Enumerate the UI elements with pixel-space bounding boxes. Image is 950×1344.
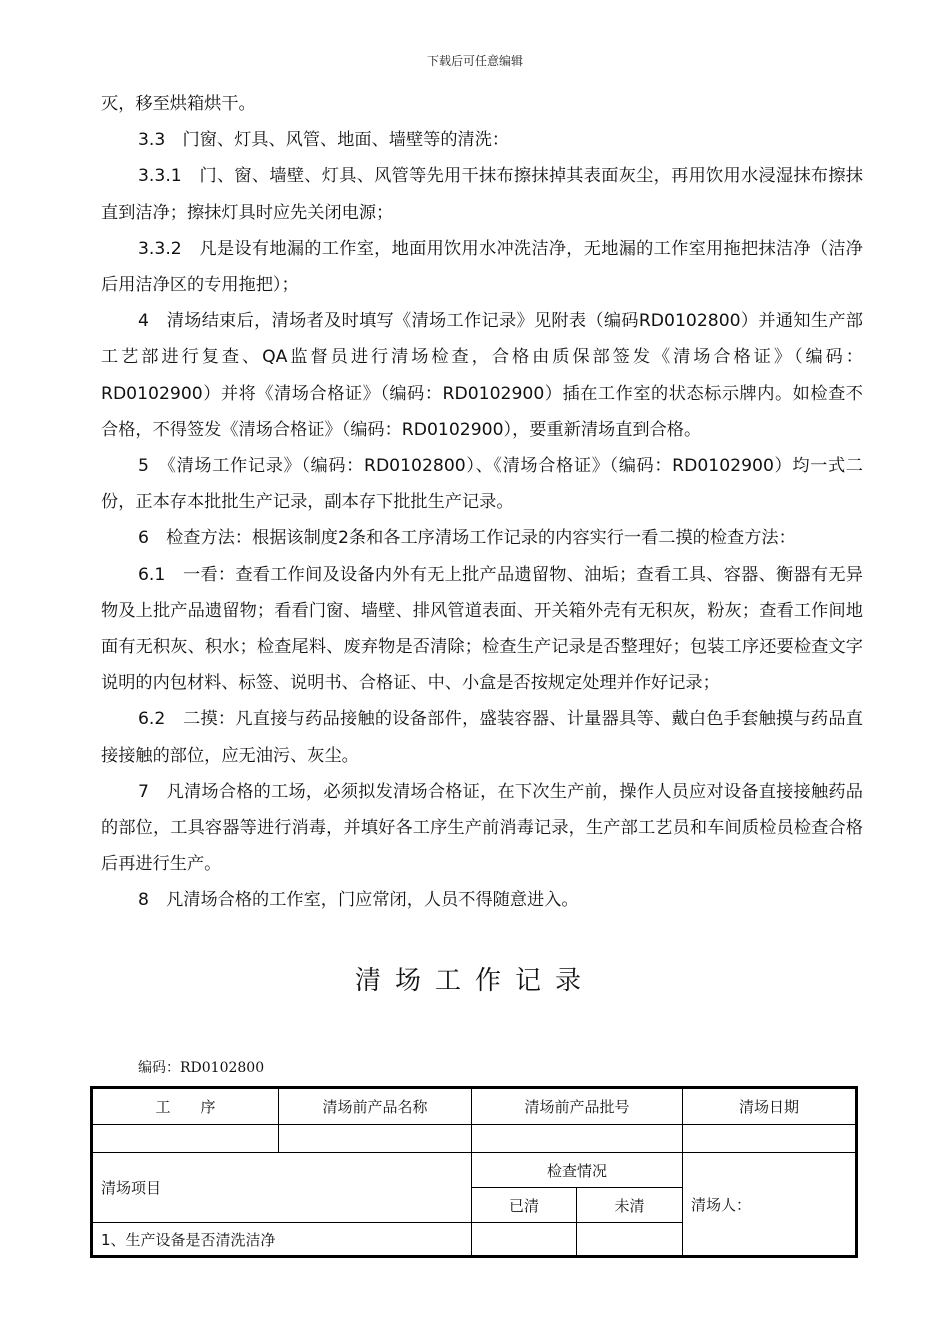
header-not-cleaned: 未清: [577, 1188, 683, 1223]
form-code: 编码：RD0102800: [138, 1060, 265, 1076]
header-check-status: 检查情况: [472, 1153, 683, 1188]
cell-cleaned-check[interactable]: [472, 1223, 577, 1257]
form-title: 清场工作记录: [354, 966, 595, 996]
row-item-equipment-clean: 1、生产设备是否清洗洁净: [92, 1223, 472, 1257]
cell-date-value[interactable]: [683, 1125, 857, 1153]
header-cleaning-item: 清场项目: [92, 1153, 472, 1223]
paragraph: 7 凡清场合格的工场，必须拟发清场合格证，在下次生产前，操作人员应对设备直接接触药品的部位，工具容器等进行消毒，并填好各工序生产前消毒记录，生产部工艺员和车间质检员检查合格后再进行生产。: [101, 781, 863, 875]
header-prev-batch-number: 清场前产品批号: [472, 1088, 683, 1125]
paragraph: 3.3.2 凡是设有地漏的工作室，地面用饮用水冲洗洁净，无地漏的工作室用拖把抹洁净（洁净后用洁净区的专用拖把）；: [101, 238, 863, 296]
paragraph: 8 凡清场合格的工作室，门应常闭，人员不得随意进入。: [138, 890, 579, 911]
header-cleaning-date: 清场日期: [683, 1088, 857, 1125]
paragraph: 6 检查方法：根据该制度2条和各工序清场工作记录的内容实行一看二摸的检查方法：: [138, 528, 796, 549]
paragraph: 4 清场结束后，清场者及时填写《清场工作记录》见附表（编码RD0102800）并通知生产部工艺部进行复查、QA监督员进行清场检查，合格由质保部签发《清场合格证》（编码：RD0102900）并将《清场合格证》（编码：RD0102900）插在工作室的状态标示牌内。如检查不合格，不得签发《清场合格证》（编码：RD0102900），要重新清场直到合格。: [101, 311, 863, 440]
paragraph: 6.1 一看：查看工作间及设备内外有无上批产品遗留物、油垢；查看工具、容器、衡器有无异物及上批产品遗留物；看看门窗、墙壁、排风管道表面、开关箱外壳有无积灰，粉灰；查看工作间地面有无积灰、积水；检查尾料、废弃物是否清除；检查生产记录是否整理好；包装工序还要检查文字说明的内包材料、标签、说明书、合格证、中、小盒是否按规定处理并作好记录；: [101, 564, 863, 694]
paragraph: 3.3.1 门、窗、墙壁、灯具、风管等先用干抹布擦抹掉其表面灰尘，再用饮用水浸湿抹布擦抹直到洁净；擦抹灯具时应先关闭电源；: [101, 166, 863, 223]
cell-not-cleaned-check[interactable]: [577, 1223, 683, 1257]
header-prev-product-name: 清场前产品名称: [279, 1088, 472, 1125]
document-body: [101, 86, 863, 919]
page-header-note: 下载后可任意编辑: [426, 54, 523, 68]
paragraph: 5 《清场工作记录》（编码：RD0102800）、《清场合格证》（编码：RD0102900）均一式二份，正本存本批批生产记录，副本存下批批生产记录。: [101, 456, 863, 513]
cleaning-record-table: [90, 1086, 858, 1258]
header-process: 工 序: [92, 1088, 279, 1125]
paragraph: 3.3 门窗、灯具、风管、地面、墙壁等的清洗：: [138, 130, 510, 151]
cell-prev-batch-value[interactable]: [472, 1125, 683, 1153]
paragraph: 6.2 二摸：凡直接与药品接触的设备部件，盛装容器、计量器具等、戴白色手套触摸与药品直接接触的部位，应无油污、灰尘。: [101, 709, 863, 766]
header-cleaned: 已清: [472, 1188, 577, 1223]
cell-prev-name-value[interactable]: [279, 1125, 472, 1153]
cell-process-value[interactable]: [92, 1125, 279, 1153]
cell-cleaner: 清场人：: [683, 1153, 857, 1257]
paragraph: 灭，移至烘箱烘干。: [101, 94, 256, 114]
